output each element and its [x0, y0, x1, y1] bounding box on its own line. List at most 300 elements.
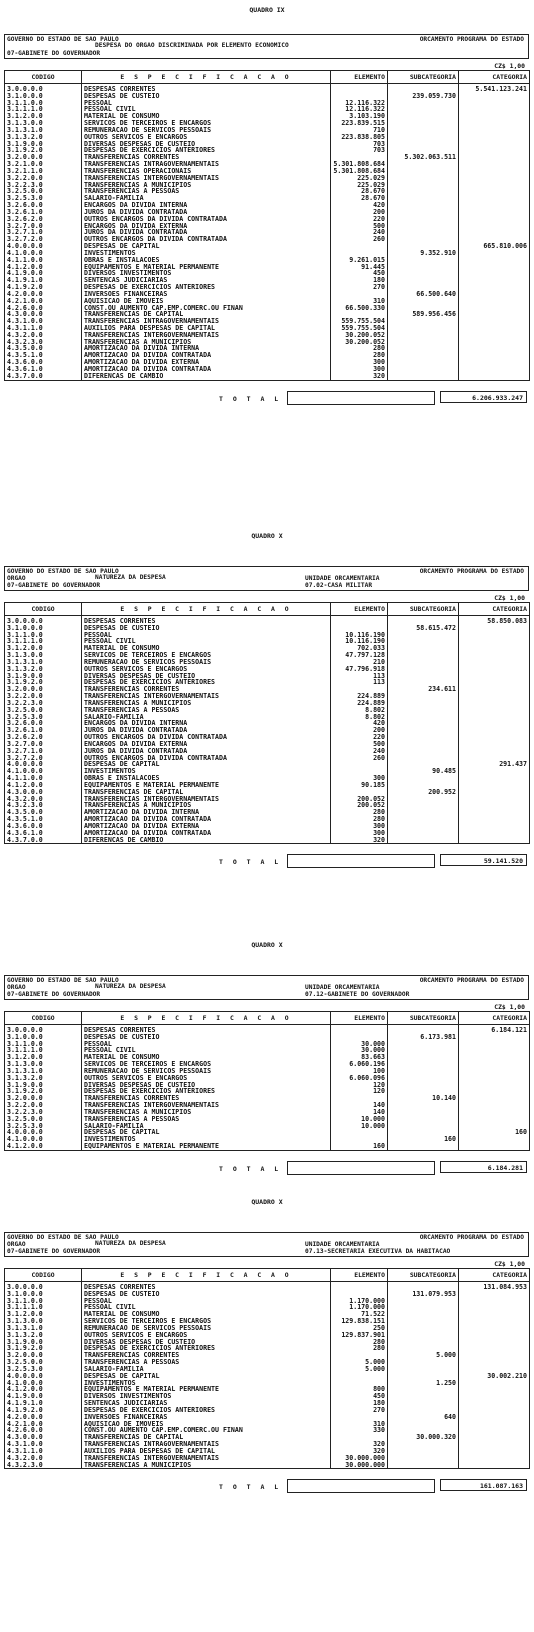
categoria-cell [459, 305, 530, 312]
code-cell: 3.2.5.3.0 [5, 1123, 82, 1130]
categoria-cell [459, 789, 530, 796]
table-row [5, 345, 530, 352]
subcategoria-cell [388, 188, 459, 195]
elemento-cell: 559.755.504 [331, 318, 388, 325]
section-header [4, 34, 529, 59]
elemento-cell: 180 [331, 1400, 388, 1407]
elemento-cell: 320 [331, 1441, 388, 1448]
code-cell: 3.1.3.1.0 [5, 659, 82, 666]
table-row [5, 318, 530, 325]
description-cell: JUROS DA DIVIDA CONTRATADA [82, 209, 331, 216]
categoria-cell [459, 830, 530, 837]
code-cell: 4.3.7.0.0 [5, 837, 82, 844]
code-cell: 4.1.0.0.0 [5, 768, 82, 775]
categoria-cell [459, 1325, 530, 1332]
table-row [5, 277, 530, 284]
table-row [5, 229, 530, 236]
categoria-cell [459, 755, 530, 762]
column-header-codigo: CODIGO [5, 71, 82, 84]
categoria-cell [459, 638, 530, 645]
table-row [5, 830, 530, 837]
code-cell: 4.3.6.0.0 [5, 359, 82, 366]
elemento-cell: 280 [331, 816, 388, 823]
subcategoria-cell [388, 741, 459, 748]
total-empty-box [287, 1161, 435, 1175]
subcategoria-cell [388, 359, 459, 366]
description-cell: OUTROS ENCARGOS DA DIVIDA CONTRATADA [82, 236, 331, 243]
categoria-cell [459, 659, 530, 666]
table-row [5, 209, 530, 216]
categoria-cell [459, 1095, 530, 1102]
subcategoria-cell [388, 325, 459, 332]
total-label: T O T A L [219, 1164, 282, 1173]
table-row [5, 1034, 530, 1041]
column-header-subcategoria: SUBCATEGORIA [388, 1269, 459, 1282]
table-row [5, 1393, 530, 1400]
code-cell: 3.1.3.0.0 [5, 1061, 82, 1068]
code-cell: 4.3.6.0.0 [5, 823, 82, 830]
unit-label: UNIDADE ORCAMENTARIA [305, 984, 380, 991]
subcategoria-cell [388, 1304, 459, 1311]
code-cell: 3.1.3.2.0 [5, 666, 82, 673]
table-row [5, 1129, 530, 1136]
code-cell: 4.3.2.0.0 [5, 1455, 82, 1462]
categoria-cell [459, 147, 530, 154]
categoria-cell [459, 339, 530, 346]
code-cell: 4.1.9.0.0 [5, 270, 82, 277]
elemento-cell: 280 [331, 352, 388, 359]
subcategoria-cell [388, 1393, 459, 1400]
elemento-cell: 320 [331, 373, 388, 380]
subcategoria-cell: 234.611 [388, 686, 459, 693]
categoria-cell [459, 264, 530, 271]
categoria-cell [459, 345, 530, 352]
code-cell: 4.1.9.1.0 [5, 1400, 82, 1407]
table-row [5, 632, 530, 639]
total-label: T O T A L [219, 858, 282, 867]
categoria-cell [459, 366, 530, 373]
description-cell: DESPESAS CORRENTES [82, 84, 331, 93]
code-cell: 4.2.0.0.0 [5, 291, 82, 298]
subcategoria-cell [388, 298, 459, 305]
code-cell: 3.1.2.0.0 [5, 1311, 82, 1318]
code-cell: 4.3.2.3.0 [5, 802, 82, 809]
code-cell: 4.2.6.0.0 [5, 1427, 82, 1434]
description-cell: TRANSFERENCIAS A MUNICIPIOS [82, 1109, 331, 1116]
description-cell: OUTROS ENCARGOS DA DIVIDA CONTRATADA [82, 755, 331, 762]
table-row [5, 291, 530, 298]
description-cell: TRANSFERENCIAS CORRENTES [82, 154, 331, 161]
table-row [5, 257, 530, 264]
table-row [5, 325, 530, 332]
table-row [5, 659, 530, 666]
categoria-cell [459, 1414, 530, 1421]
table-row [5, 616, 530, 625]
table-row [5, 1116, 530, 1123]
table-row [5, 782, 530, 789]
subcategoria-cell [388, 673, 459, 680]
description-cell: AMORTIZACAO DA DIVIDA CONTRATADA [82, 366, 331, 373]
table-row [5, 154, 530, 161]
code-cell: 3.2.7.1.0 [5, 229, 82, 236]
description-cell: DESPESAS CORRENTES [82, 1025, 331, 1034]
subcategoria-cell [388, 202, 459, 209]
code-cell: 3.1.9.2.0 [5, 1345, 82, 1352]
elemento-cell: 223.838.805 [331, 134, 388, 141]
elemento-cell [331, 1352, 388, 1359]
subcategoria-cell [388, 318, 459, 325]
elemento-cell: 10.000 [331, 1116, 388, 1123]
categoria-cell [459, 837, 530, 844]
government-name: GOVERNO DO ESTADO DE SAO PAULO [7, 977, 119, 984]
report-subtitle: NATUREZA DA DESPESA [95, 983, 166, 990]
categoria-cell [459, 1427, 530, 1434]
column-header-subcategoria: SUBCATEGORIA [388, 603, 459, 616]
table-row [5, 1311, 530, 1318]
elemento-cell: 30.200.052 [331, 339, 388, 346]
code-cell: 4.3.6.1.0 [5, 830, 82, 837]
categoria-cell [459, 768, 530, 775]
subcategoria-cell [388, 823, 459, 830]
table-row [5, 1082, 530, 1089]
description-cell: TRANSFERENCIAS CORRENTES [82, 1095, 331, 1102]
description-cell: ENCARGOS DA DIVIDA INTERNA [82, 720, 331, 727]
categoria-cell: 131.084.953 [459, 1282, 530, 1291]
subcategoria-cell [388, 727, 459, 734]
categoria-cell [459, 1298, 530, 1305]
description-cell: DESPESAS DE CUSTEIO [82, 1291, 331, 1298]
subcategoria-cell [388, 707, 459, 714]
description-cell: OUTROS SERVICOS E ENCARGOS [82, 1075, 331, 1082]
elemento-cell: 30.200.052 [331, 332, 388, 339]
subcategoria-cell [388, 1061, 459, 1068]
table-row [5, 1380, 530, 1387]
subcategoria-cell [388, 796, 459, 803]
elemento-cell: 210 [331, 659, 388, 666]
description-cell: TRANSFERENCIAS A MUNICIPIOS [82, 802, 331, 809]
subcategoria-cell [388, 332, 459, 339]
categoria-cell [459, 673, 530, 680]
code-cell: 3.2.5.3.0 [5, 1366, 82, 1373]
unit-label: UNIDADE ORCAMENTARIA [305, 575, 380, 582]
elemento-cell: 300 [331, 775, 388, 782]
code-cell: 3.1.9.0.0 [5, 673, 82, 680]
subcategoria-cell [388, 352, 459, 359]
categoria-cell [459, 1434, 530, 1441]
description-cell: TRANSFERENCIAS A PESSOAS [82, 188, 331, 195]
categoria-cell [459, 1400, 530, 1407]
code-cell: 3.1.1.0.0 [5, 632, 82, 639]
subcategoria-cell [388, 1462, 459, 1469]
budget-table [4, 602, 530, 844]
code-cell: 3.2.6.1.0 [5, 727, 82, 734]
description-cell: REMUNERACAO DE SERVICOS PESSOAIS [82, 659, 331, 666]
table-row [5, 113, 530, 120]
description-cell: PESSOAL CIVIL [82, 638, 331, 645]
description-cell: ENCARGOS DA DIVIDA EXTERNA [82, 223, 331, 230]
description-cell: DESPESAS DE CAPITAL [82, 243, 331, 250]
code-cell: 3.2.7.2.0 [5, 755, 82, 762]
subcategoria-cell [388, 223, 459, 230]
description-cell: AMORTIZACAO DA DIVIDA CONTRATADA [82, 352, 331, 359]
elemento-cell: 270 [331, 1407, 388, 1414]
table-header-row [5, 1012, 530, 1025]
section-header [4, 566, 529, 591]
categoria-cell [459, 1136, 530, 1143]
table-row [5, 305, 530, 312]
code-cell: 3.1.0.0.0 [5, 625, 82, 632]
description-cell: ENCARGOS DA DIVIDA EXTERNA [82, 741, 331, 748]
table-row [5, 652, 530, 659]
description-cell: REMUNERACAO DE SERVICOS PESSOAIS [82, 1325, 331, 1332]
categoria-cell [459, 700, 530, 707]
description-cell: AMORTIZACAO DA DIVIDA CONTRATADA [82, 816, 331, 823]
code-cell: 3.2.2.3.0 [5, 1109, 82, 1116]
description-cell: OUTROS SERVICOS E ENCARGOS [82, 1332, 331, 1339]
code-cell: 4.1.1.0.0 [5, 257, 82, 264]
categoria-cell [459, 277, 530, 284]
elemento-cell: 71.522 [331, 1311, 388, 1318]
categoria-cell [459, 782, 530, 789]
code-cell: 4.3.2.0.0 [5, 332, 82, 339]
categoria-cell [459, 195, 530, 202]
description-cell: DESPESAS CORRENTES [82, 1282, 331, 1291]
budget-program-title: ORCAMENTO PROGRAMA DO ESTADO [419, 977, 524, 984]
unit-name: 07.13-SECRETARIA EXECUTIVA DA HABITACAO [305, 1248, 451, 1255]
subcategoria-cell: 30.000.320 [388, 1434, 459, 1441]
table-row [5, 809, 530, 816]
subcategoria-cell [388, 761, 459, 768]
categoria-cell [459, 154, 530, 161]
categoria-cell [459, 1123, 530, 1130]
code-cell: 3.1.1.1.0 [5, 1304, 82, 1311]
code-cell: 4.3.1.1.0 [5, 325, 82, 332]
subcategoria-cell [388, 775, 459, 782]
description-cell: TRANSFERENCIAS INTRAGOVERNAMENTAIS [82, 318, 331, 325]
table-row [5, 679, 530, 686]
code-cell: 4.2.0.0.0 [5, 1414, 82, 1421]
categoria-cell [459, 1345, 530, 1352]
code-cell: 3.2.0.0.0 [5, 1352, 82, 1359]
description-cell: SERVICOS DE TERCEIROS E ENCARGOS [82, 652, 331, 659]
code-cell: 3.2.0.0.0 [5, 154, 82, 161]
table-row [5, 1075, 530, 1082]
code-cell: 3.2.6.0.0 [5, 720, 82, 727]
table-row [5, 625, 530, 632]
description-cell: PESSOAL [82, 632, 331, 639]
subcategoria-cell [388, 666, 459, 673]
table-row [5, 837, 530, 844]
column-header-categoria: CATEGORIA [459, 1269, 530, 1282]
description-cell: OUTROS SERVICOS E ENCARGOS [82, 134, 331, 141]
description-cell: TRANSFERENCIAS CORRENTES [82, 686, 331, 693]
categoria-cell [459, 209, 530, 216]
subcategoria-cell [388, 652, 459, 659]
categoria-cell [459, 809, 530, 816]
elemento-cell: 9.261.015 [331, 257, 388, 264]
elemento-cell: 225.029 [331, 182, 388, 189]
subcategoria-cell [388, 1054, 459, 1061]
code-cell: 3.2.7.2.0 [5, 236, 82, 243]
categoria-cell [459, 1047, 530, 1054]
table-row [5, 182, 530, 189]
code-cell: 3.1.2.0.0 [5, 645, 82, 652]
table-row [5, 1434, 530, 1441]
elemento-cell: 120 [331, 1082, 388, 1089]
code-cell: 4.1.0.0.0 [5, 250, 82, 257]
description-cell: EQUIPAMENTOS E MATERIAL PERMANENTE [82, 264, 331, 271]
column-header-categoria: CATEGORIA [459, 71, 530, 84]
code-cell: 3.1.9.2.0 [5, 679, 82, 686]
elemento-cell [331, 761, 388, 768]
description-cell: PESSOAL [82, 100, 331, 107]
elemento-cell [331, 243, 388, 250]
budget-section [4, 1232, 529, 1493]
code-cell: 4.3.5.0.0 [5, 809, 82, 816]
subcategoria-cell: 5.000 [388, 1352, 459, 1359]
description-cell: DESPESAS DE CUSTEIO [82, 1034, 331, 1041]
description-cell: SALARIO-FAMILIA [82, 195, 331, 202]
subcategoria-cell [388, 161, 459, 168]
categoria-cell [459, 1462, 530, 1469]
table-row [5, 823, 530, 830]
elemento-cell [331, 625, 388, 632]
table-row [5, 1455, 530, 1462]
code-cell: 3.1.9.0.0 [5, 1339, 82, 1346]
elemento-cell: 420 [331, 720, 388, 727]
description-cell: MATERIAL DE CONSUMO [82, 113, 331, 120]
budget-program-title: ORCAMENTO PROGRAMA DO ESTADO [419, 1234, 524, 1241]
table-row [5, 298, 530, 305]
elemento-cell [331, 93, 388, 100]
code-cell: 3.2.6.2.0 [5, 216, 82, 223]
subcategoria-cell [388, 1025, 459, 1034]
code-cell: 4.2.1.0.0 [5, 1421, 82, 1428]
categoria-cell [459, 1116, 530, 1123]
subcategoria-cell [388, 1311, 459, 1318]
description-cell: DESPESAS DE CAPITAL [82, 761, 331, 768]
subcategoria-cell [388, 134, 459, 141]
code-cell: 4.3.1.0.0 [5, 318, 82, 325]
description-cell: TRANSFERENCIAS A MUNICIPIOS [82, 700, 331, 707]
code-cell: 3.2.2.3.0 [5, 700, 82, 707]
budget-section [4, 566, 529, 868]
code-cell: 3.2.5.0.0 [5, 1116, 82, 1123]
table-row [5, 1366, 530, 1373]
description-cell: DESPESAS DE EXERCICIOS ANTERIORES [82, 679, 331, 686]
table-row [5, 1291, 530, 1298]
table-row [5, 1123, 530, 1130]
subcategoria-cell [388, 1143, 459, 1150]
description-cell: INVESTIMENTOS [82, 1380, 331, 1387]
description-cell: JUROS DA DIVIDA CONTRATADA [82, 748, 331, 755]
code-cell: 3.2.7.0.0 [5, 223, 82, 230]
quadro-title: QUADRO X [251, 941, 283, 949]
categoria-cell [459, 720, 530, 727]
categoria-cell: 30.002.210 [459, 1373, 530, 1380]
code-cell: 3.0.0.0.0 [5, 84, 82, 93]
elemento-cell: 220 [331, 734, 388, 741]
subcategoria-cell: 6.173.981 [388, 1034, 459, 1041]
code-cell: 3.1.3.0.0 [5, 652, 82, 659]
subcategoria-cell [388, 802, 459, 809]
code-cell: 3.1.9.0.0 [5, 1082, 82, 1089]
subcategoria-cell [388, 182, 459, 189]
elemento-cell [331, 250, 388, 257]
subcategoria-cell [388, 1332, 459, 1339]
categoria-cell [459, 188, 530, 195]
description-cell: REMUNERACAO DE SERVICOS PESSOAIS [82, 1068, 331, 1075]
categoria-cell: 160 [459, 1129, 530, 1136]
table-row [5, 1095, 530, 1102]
elemento-cell: 5.301.808.684 [331, 168, 388, 175]
elemento-cell [331, 686, 388, 693]
subcategoria-cell [388, 195, 459, 202]
categoria-cell: 6.184.121 [459, 1025, 530, 1034]
subcategoria-cell [388, 1129, 459, 1136]
column-header-subcategoria: SUBCATEGORIA [388, 1012, 459, 1025]
section-header [4, 975, 529, 1000]
table-row [5, 1041, 530, 1048]
categoria-cell [459, 1332, 530, 1339]
code-cell: 4.3.2.3.0 [5, 1462, 82, 1469]
code-cell: 3.2.2.0.0 [5, 693, 82, 700]
total-row [4, 1479, 529, 1493]
table-row [5, 727, 530, 734]
budget-table [4, 70, 530, 381]
elemento-cell [331, 1414, 388, 1421]
subcategoria-cell [388, 638, 459, 645]
elemento-cell: 180 [331, 277, 388, 284]
categoria-cell [459, 816, 530, 823]
elemento-cell: 450 [331, 1393, 388, 1400]
description-cell: OBRAS E INSTALACOES [82, 775, 331, 782]
elemento-cell [331, 768, 388, 775]
categoria-cell [459, 1054, 530, 1061]
subcategoria-cell [388, 1325, 459, 1332]
description-cell: PESSOAL CIVIL [82, 1304, 331, 1311]
subcategoria-cell [388, 837, 459, 844]
code-cell: 4.1.2.0.0 [5, 264, 82, 271]
elemento-cell: 450 [331, 270, 388, 277]
table-row [5, 741, 530, 748]
description-cell: TRANSFERENCIAS INTERGOVERNAMENTAIS [82, 1455, 331, 1462]
description-cell: AMORTIZACAO DA DIVIDA INTERNA [82, 345, 331, 352]
elemento-cell [331, 1380, 388, 1387]
categoria-cell [459, 679, 530, 686]
column-header-codigo: CODIGO [5, 603, 82, 616]
subcategoria-cell [388, 1088, 459, 1095]
table-row [5, 645, 530, 652]
subcategoria-cell [388, 1441, 459, 1448]
elemento-cell: 224.889 [331, 700, 388, 707]
description-cell: OUTROS SERVICOS E ENCARGOS [82, 666, 331, 673]
subcategoria-cell [388, 339, 459, 346]
elemento-cell [331, 789, 388, 796]
elemento-cell: 47.796.918 [331, 666, 388, 673]
elemento-cell [331, 1129, 388, 1136]
code-cell: 3.2.1.0.0 [5, 161, 82, 168]
elemento-cell: 225.029 [331, 175, 388, 182]
elemento-cell: 5.301.808.684 [331, 161, 388, 168]
subcategoria-cell [388, 1339, 459, 1346]
subcategoria-cell [388, 1041, 459, 1048]
column-header-elemento: ELEMENTO [331, 1269, 388, 1282]
elemento-cell: 300 [331, 823, 388, 830]
description-cell: TRANSFERENCIAS A PESSOAS [82, 707, 331, 714]
categoria-cell [459, 1393, 530, 1400]
subcategoria-cell [388, 1116, 459, 1123]
